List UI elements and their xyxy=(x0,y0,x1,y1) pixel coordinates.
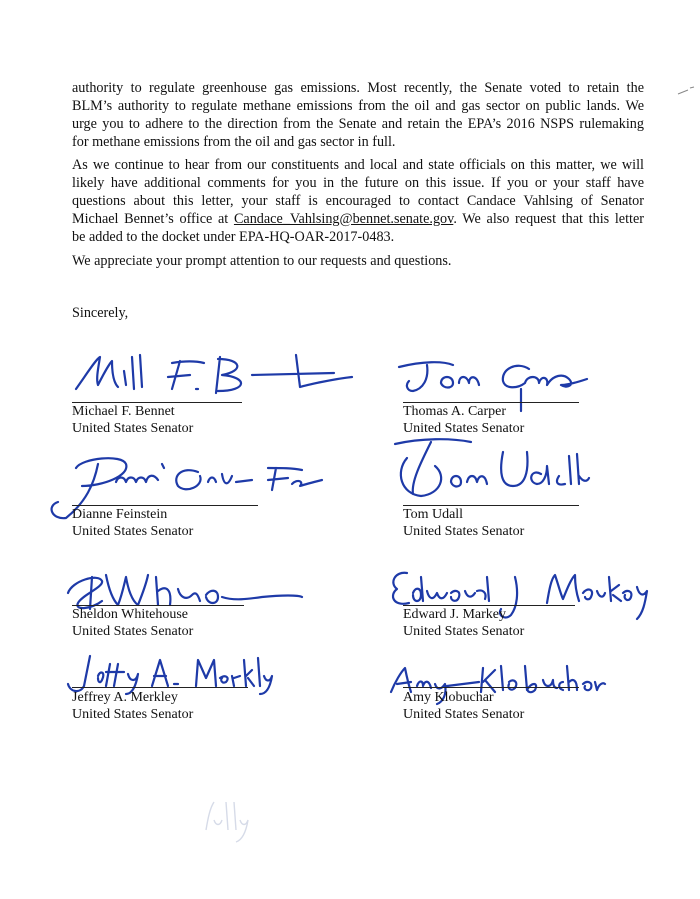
signature-block-whitehouse xyxy=(72,565,332,645)
signature-bennet xyxy=(72,345,362,405)
signer-name: Tom Udall xyxy=(403,507,464,522)
margin-mark xyxy=(676,84,696,98)
signer-title: United States Senator xyxy=(72,707,194,722)
signature-line xyxy=(403,605,575,606)
signature-block-carper xyxy=(403,345,663,435)
signer-title: United States Senator xyxy=(403,524,525,539)
paragraph-2-line: questions about this letter, your staff is encouraged to contact Candace Vahlsing of Senator xyxy=(72,193,644,209)
signature-block-bennet xyxy=(72,345,332,435)
paragraph-2-text: Michael Bennet’s office at xyxy=(72,211,234,227)
signer-name: Dianne Feinstein xyxy=(72,507,168,522)
signer-name: Sheldon Whitehouse xyxy=(72,607,189,622)
paragraph-3-line: We appreciate your prompt attention to our requests and questions. xyxy=(72,253,452,269)
signature-line xyxy=(72,687,248,688)
paragraph-1-line: authority to regulate greenhouse gas emissions. Most recently, the Senate voted to retain the xyxy=(72,80,644,96)
signature-block-feinstein xyxy=(72,446,332,546)
signature-block-klobuchar xyxy=(403,650,663,750)
signer-title: United States Senator xyxy=(72,421,194,436)
signer-name: Jeffrey A. Merkley xyxy=(72,690,178,705)
signature-block-udall xyxy=(403,446,663,546)
signer-title: United States Senator xyxy=(72,524,194,539)
contact-email-link[interactable]: Candace_Vahlsing@bennet.senate.gov xyxy=(233,211,454,227)
signer-name: Amy Klobuchar xyxy=(403,690,494,705)
paragraph-1-line: urge you to adhere to the direction from the Senate and retain the EPA’s 2016 NSPS rulemaking xyxy=(72,116,644,132)
faint-stamp-mark xyxy=(200,790,260,850)
signer-title: United States Senator xyxy=(403,421,525,436)
signature-line xyxy=(72,605,244,606)
signature-line xyxy=(403,505,579,506)
signature-block-merkley xyxy=(72,650,332,750)
paragraph-3 xyxy=(72,252,644,270)
signature-block-markey xyxy=(403,565,663,645)
signer-title: United States Senator xyxy=(72,624,194,639)
paragraph-2-line: be added to the docket under EPA-HQ-OAR-2017-0483. xyxy=(72,229,395,245)
paragraph-2-line: likely have additional comments for you in the future on this issue. If you or your staff have xyxy=(72,175,644,191)
signer-title: United States Senator xyxy=(403,707,525,722)
signer-name: Michael F. Bennet xyxy=(72,404,175,419)
signer-title: United States Senator xyxy=(403,624,525,639)
signature-line xyxy=(72,402,242,403)
paragraph-2-line: As we continue to hear from our constituents and local and state officials on this matter, we will xyxy=(72,157,644,173)
signature-line xyxy=(403,402,579,403)
signer-name: Edward J. Markey xyxy=(403,607,507,622)
signer-name: Thomas A. Carper xyxy=(403,404,507,419)
paragraph-2-text: . We also request that this letter xyxy=(453,211,644,227)
signature-line xyxy=(72,505,258,506)
paragraph-1-line: for methane emissions from the oil and gas sector in full. xyxy=(72,134,396,150)
signature-udall xyxy=(391,432,591,512)
signature-line xyxy=(403,687,579,688)
paragraph-1 xyxy=(72,79,644,151)
paragraph-2-line-4 xyxy=(72,210,644,228)
paragraph-2 xyxy=(72,156,644,246)
paragraph-1-line: BLM’s authority to regulate methane emissions from the oil and gas sector on public lands. We xyxy=(72,98,644,114)
closing: Sincerely, xyxy=(72,305,129,321)
